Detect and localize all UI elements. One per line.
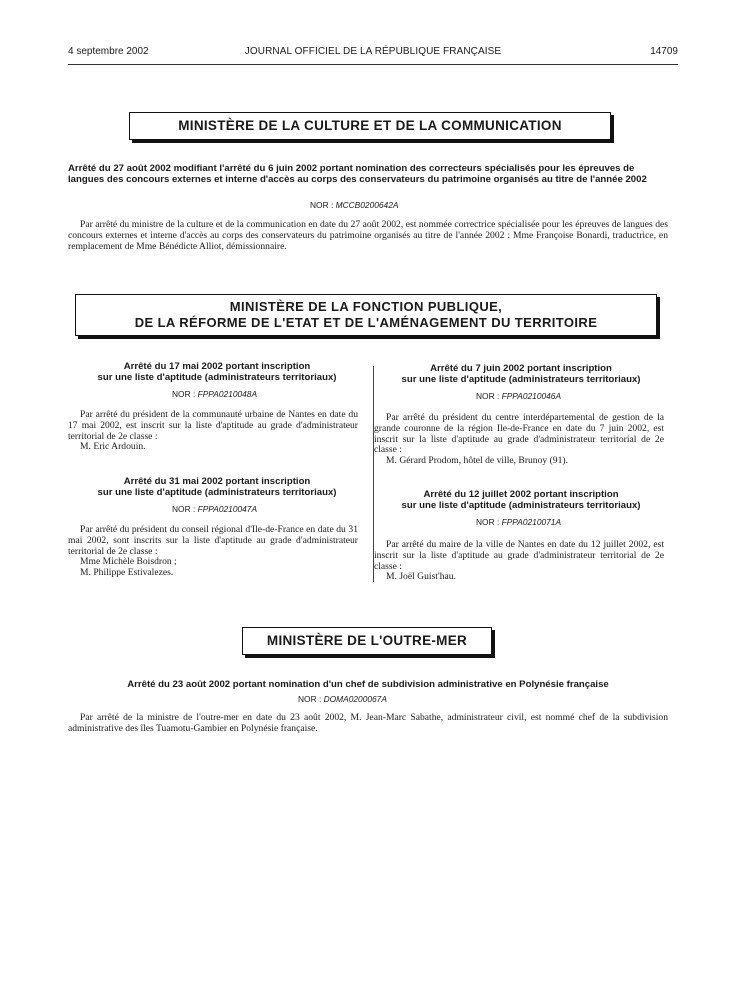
arrete-text-culture — [68, 220, 668, 252]
appointee-name: M. Joël Guist'hau. — [386, 571, 456, 583]
title-line: sur une liste d'aptitude (administrateurs territoriaux) — [401, 373, 641, 385]
arrete-text-outre-mer — [68, 713, 668, 735]
nor-code: MCCB0200642A — [335, 200, 399, 210]
ministry-culture-heading: MINISTÈRE DE LA CULTURE ET DE LA COMMUNICATION — [178, 118, 562, 133]
nor-code: DOMA0200067A — [323, 694, 387, 704]
arrete-title-left-2 — [68, 477, 366, 499]
arrete-text-left-2 — [68, 525, 358, 579]
nor-culture — [310, 200, 398, 210]
arrete-paragraph: Par arrêté du président du conseil régional d'Ile-de-France en date du 31 mai 2002, sont inscrits sur la liste d'aptitude au grade d'administrateur territorial de 2e classe : — [68, 524, 358, 557]
appointee-name: Mme Michèle Boisdron ; — [80, 556, 177, 568]
title-line: Arrêté du 17 mai 2002 portant inscription — [123, 361, 311, 372]
arrete-title-left-1 — [68, 362, 366, 384]
ministry-outre-mer-heading: MINISTÈRE DE L'OUTRE-MER — [266, 633, 468, 648]
title-line: Arrêté du 31 mai 2002 portant inscription — [123, 476, 311, 487]
nor-label: NOR : — [476, 517, 500, 527]
ministry-culture-box — [129, 112, 611, 140]
appointee-name: M. Philippe Estivalezes. — [80, 567, 174, 579]
title-line: Arrêté du 7 juin 2002 portant inscription — [430, 363, 612, 374]
arrete-paragraph: Par arrêté du ministre de la culture et de la communication en date du 27 août 2002, est nommée correctrice spécialisée pour les épreuves de langues des concours externes et interne d'accès au corps des conservateurs du patrimoine organisés au titre de l'année 2002 : Mme Françoise Bonardi, traductrice, en remplacement de Mme Bénédicte Alliot, démissionnaire. — [68, 219, 668, 252]
nor-code: FPPA0210047A — [197, 504, 258, 514]
nor-outre-mer — [298, 694, 387, 704]
nor-left-2 — [172, 504, 257, 514]
nor-right-1 — [476, 391, 561, 401]
arrete-text-left-1 — [68, 410, 358, 453]
page-header — [68, 46, 678, 60]
arrete-text-right-1 — [374, 413, 664, 467]
nor-label: NOR : — [476, 391, 500, 401]
title-line: sur une liste d'aptitude (administrateurs territoriaux) — [97, 486, 337, 498]
page-number: 14709 — [650, 46, 678, 57]
nor-label: NOR : — [172, 389, 196, 399]
arrete-title-right-1 — [372, 364, 670, 386]
title-line: sur une liste d'aptitude (administrateurs territoriaux) — [97, 371, 337, 383]
nor-label: NOR : — [172, 504, 196, 514]
ministry-heading-line2: DE LA RÉFORME DE L'ETAT ET DE L'AMÉNAGEMENT DU TERRITOIRE — [134, 315, 598, 330]
header-date: 4 septembre 2002 — [68, 46, 149, 57]
arrete-text-right-2 — [374, 540, 664, 583]
nor-code: FPPA0210048A — [197, 389, 258, 399]
nor-left-1 — [172, 389, 257, 399]
ministry-fonction-publique-box — [75, 294, 657, 336]
arrete-title-culture: Arrêté du 27 août 2002 modifiant l'arrêté du 6 juin 2002 portant nomination des correcteurs spécialisés pour les épreuves de langues des concours externes et interne d'accès au corps des conservateurs du patrimoine organisés au titre de l'année 2002 — [68, 163, 647, 185]
arrete-paragraph: Par arrêté du président du centre interdépartemental de gestion de la grande couronne de la région Ile-de-France en date du 7 juin 2002, est inscrit sur la liste d'aptitude au grade d'administrateur territorial de 2e classe : — [374, 412, 664, 456]
arrete-title-right-2 — [372, 490, 670, 512]
ministry-heading-line1: MINISTÈRE DE LA FONCTION PUBLIQUE, — [229, 299, 503, 314]
nor-code: FPPA0210046A — [501, 391, 562, 401]
arrete-paragraph: Par arrêté du maire de la ville de Nantes en date du 12 juillet 2002, est inscrit sur la liste d'aptitude au grade d'administrateur territorial de 2e classe : — [374, 539, 664, 572]
arrete-paragraph: Par arrêté de la ministre de l'outre-mer en date du 23 août 2002, M. Jean-Marc Sabathe, administrateur civil, est nommé chef de la subdivision administrative des îles Tuamotu-Gambier en Polynésie française. — [68, 712, 668, 734]
title-line: sur une liste d'aptitude (administrateurs territoriaux) — [401, 499, 641, 511]
nor-label: NOR : — [298, 694, 322, 704]
nor-label: NOR : — [310, 200, 334, 210]
appointee-name: M. Eric Ardouin. — [80, 441, 146, 453]
nor-code: FPPA0210071A — [501, 517, 562, 527]
arrete-title-outre-mer: Arrêté du 23 août 2002 portant nomination d'un chef de subdivision administrative en Polynésie française — [127, 679, 609, 690]
journal-title: JOURNAL OFFICIEL DE LA RÉPUBLIQUE FRANÇAISE — [244, 46, 502, 57]
appointee-name: M. Gérard Prodom, hôtel de ville, Brunoy (91). — [386, 455, 568, 467]
title-line: Arrêté du 12 juillet 2002 portant inscription — [423, 489, 619, 500]
ministry-outre-mer-box — [242, 627, 492, 655]
nor-right-2 — [476, 517, 561, 527]
arrete-paragraph: Par arrêté du président de la communauté urbaine de Nantes en date du 17 mai 2002, est inscrit sur la liste d'aptitude au grade d'administrateur territorial de 2e classe : — [68, 409, 358, 442]
header-rule — [68, 64, 678, 65]
